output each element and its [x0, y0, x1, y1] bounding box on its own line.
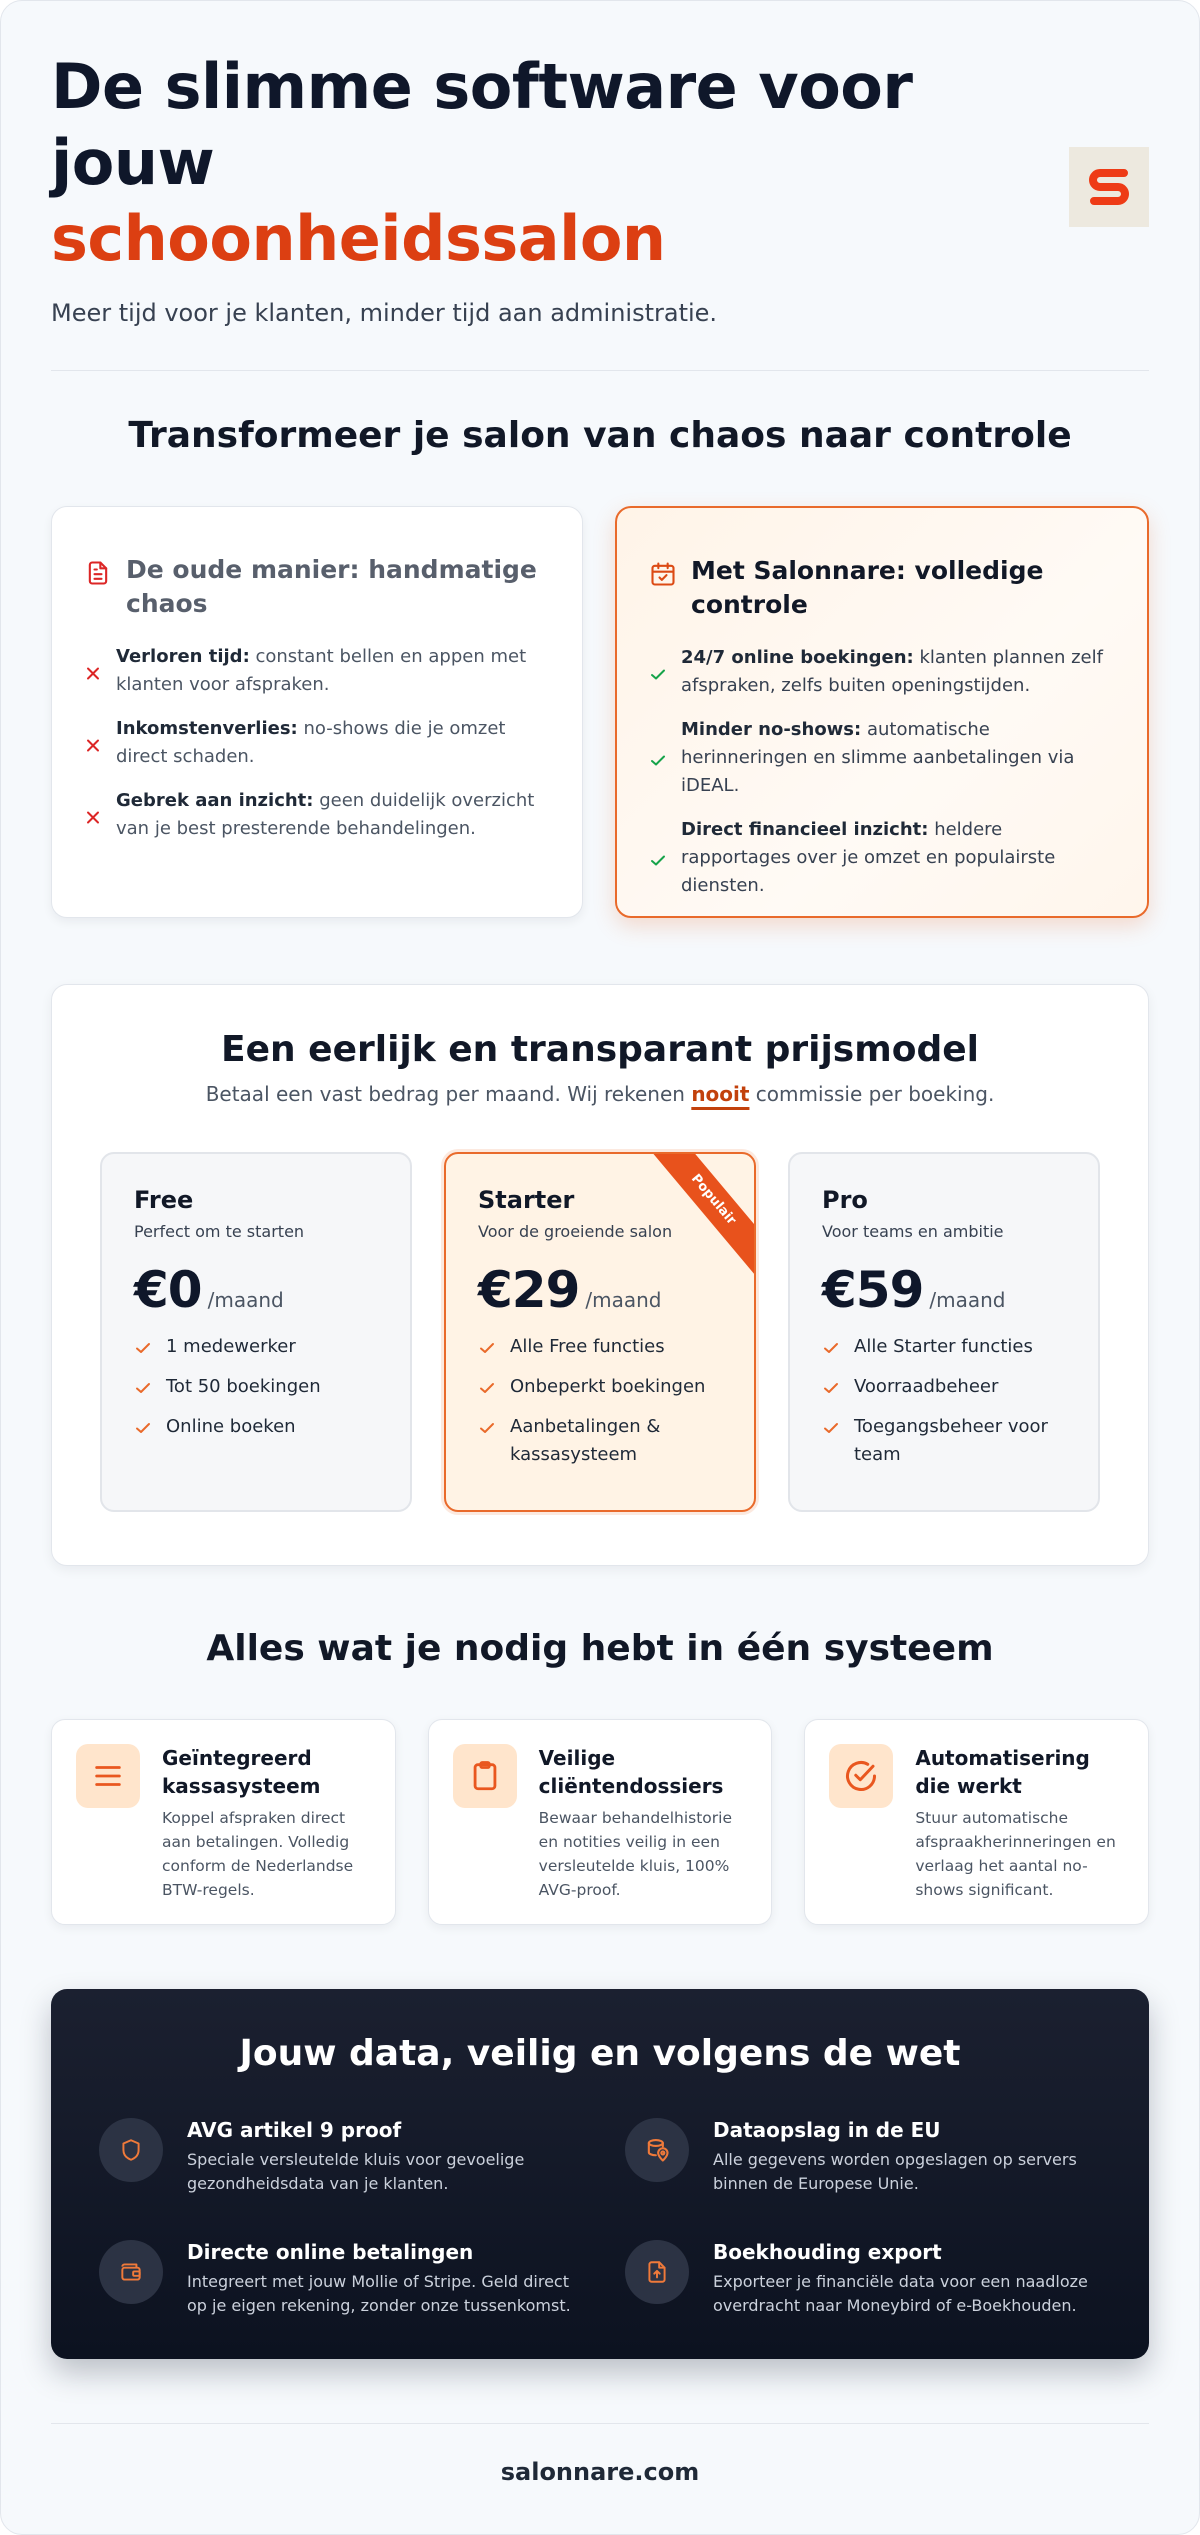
plan-card-pro[interactable]: [788, 1152, 1100, 1512]
security-item: [625, 2240, 1101, 2318]
check-icon: [478, 1379, 496, 1397]
plan-name: Starter: [478, 1186, 575, 1214]
plan-features: [134, 1333, 378, 1441]
pricing-section: [51, 984, 1149, 1566]
check-icon: [134, 1379, 152, 1397]
list-item: 24/7 online boekingen: klanten plannen zelf afspraken, zelfs buiten openingstijden.: [649, 644, 1115, 700]
footer-domain-link[interactable]: salonnare.com: [500, 2458, 700, 2486]
security-item-title: Directe online betalingen: [187, 2240, 474, 2264]
cross-icon: [84, 792, 102, 843]
pricing-subtitle: Betaal een vast bedrag per maand. Wij rekenen nooit commissie per boeking.: [205, 1082, 995, 1106]
plan-card-starter[interactable]: [444, 1152, 756, 1512]
wallet-icon: [99, 2240, 163, 2304]
popular-badge: Populair: [646, 1152, 756, 1275]
cross-icon: [84, 720, 102, 771]
feature-text: Stuur automatische afspraakherinneringen en verlaag het aantal no-shows significant.: [915, 1809, 1116, 1899]
security-section: [51, 1989, 1149, 2359]
feature-text: Koppel afspraken direct aan betalingen. Volledig conform de Nederlandse BTW-regels.: [162, 1809, 354, 1899]
hero-title-line2: jouw: [51, 126, 215, 199]
security-item-title: Dataopslag in de EU: [713, 2118, 941, 2142]
security-item: [625, 2118, 1101, 2196]
check-icon: [649, 721, 667, 800]
list-item: Minder no-shows: automatische herinneringen en slimme aanbetalingen via iDEAL.: [649, 716, 1115, 800]
feature-text: Bewaar behandelhistorie en notities veilig in een versleutelde kluis, 100% AVG-proof.: [538, 1809, 732, 1899]
hero-title: [51, 49, 1011, 277]
plan-name: Pro: [822, 1186, 868, 1214]
old-way-list: [84, 643, 550, 843]
security-item-text: Integreert met jouw Mollie of Stripe. Geld direct op je eigen rekening, zonder onze tussenkomst.: [187, 2272, 571, 2315]
new-way-list: [649, 644, 1115, 900]
hero-section: [51, 1, 1149, 371]
plan-desc: Voor teams en ambitie: [822, 1222, 1004, 1241]
check-icon: [649, 821, 667, 900]
list-item: Alle Starter functies: [822, 1333, 1066, 1361]
plan-card-free[interactable]: [100, 1152, 412, 1512]
document-icon: [84, 559, 112, 587]
check-icon: [822, 1379, 840, 1397]
list-item: Toegangsbeheer voor team: [822, 1413, 1066, 1469]
footer: [51, 2423, 1149, 2486]
compare-section: [51, 506, 1149, 918]
features-section: [51, 1719, 1149, 1925]
security-item-title: AVG artikel 9 proof: [187, 2118, 402, 2142]
plan-desc: Perfect om te starten: [134, 1222, 305, 1241]
security-item: [99, 2240, 575, 2318]
list-item: Online boeken: [134, 1413, 378, 1441]
new-way-card: [615, 506, 1149, 918]
plans: [100, 1152, 1100, 1512]
old-way-title: De oude manier: handmatige chaos: [126, 555, 537, 618]
check-icon: [822, 1419, 840, 1437]
security-title: Jouw data, veilig en volgens de wet: [239, 2033, 961, 2074]
check-icon: [478, 1419, 496, 1437]
plan-name: Free: [134, 1186, 194, 1214]
old-way-card: [51, 506, 583, 918]
check-icon: [822, 1339, 840, 1357]
clipboard-icon: [453, 1744, 517, 1808]
plan-price: €0 /maand: [134, 1261, 284, 1319]
file-export-icon: [625, 2240, 689, 2304]
compare-title: Transformeer je salon van chaos naar controle: [128, 415, 1072, 456]
feature-card-pos: [51, 1719, 396, 1925]
check-icon: [649, 649, 667, 700]
security-item-text: Alle gegevens worden opgeslagen op servers binnen de Europese Unie.: [713, 2150, 1077, 2193]
plan-price: €59 /maand: [822, 1261, 1006, 1319]
list-item: 1 medewerker: [134, 1333, 378, 1361]
shield-icon: [99, 2118, 163, 2182]
feature-title: Veilige cliëntendossiers: [538, 1746, 724, 1798]
salonnare-s-logo-icon: [1069, 147, 1149, 227]
list-item: Verloren tijd: constant bellen en appen met klanten voor afspraken.: [84, 643, 550, 699]
plan-desc: Voor de groeiende salon: [478, 1222, 673, 1241]
plan-features: [478, 1333, 722, 1469]
check-icon: [134, 1419, 152, 1437]
check-icon: [134, 1339, 152, 1357]
hero-subtitle: Meer tijd voor je klanten, minder tijd aan administratie.: [51, 299, 718, 327]
security-item: [99, 2118, 575, 2196]
check-circle-icon: [829, 1744, 893, 1808]
plan-price: €29 /maand: [478, 1261, 662, 1319]
security-grid: [99, 2118, 1101, 2318]
feature-card-client-records: [428, 1719, 773, 1925]
security-item-text: Exporteer je financiële data voor een naadloze overdracht naar Moneybird of e-Boekhouden.: [713, 2272, 1088, 2315]
security-item-text: Speciale versleutelde kluis voor gevoelige gezondheidsdata van je klanten.: [187, 2150, 525, 2193]
check-icon: [478, 1339, 496, 1357]
security-item-title: Boekhouding export: [713, 2240, 942, 2264]
hero-title-accent: schoonheidssalon: [51, 202, 666, 275]
new-way-title: Met Salonnare: volledige controle: [691, 556, 1044, 619]
cross-icon: [84, 648, 102, 699]
calendar-check-icon: [649, 560, 677, 588]
hero-title-line1: De slimme software voor: [51, 50, 913, 123]
pricing-emphasis: nooit: [691, 1082, 750, 1106]
menu-lines-icon: [76, 1744, 140, 1808]
pricing-title: Een eerlijk en transparant prijsmodel: [220, 1029, 980, 1070]
list-item: Inkomstenverlies: no-shows die je omzet direct schaden.: [84, 715, 550, 771]
feature-title: Geïntegreerd kassasysteem: [162, 1746, 321, 1798]
feature-card-automation: [804, 1719, 1149, 1925]
list-item: Direct financieel inzicht: heldere rapportages over je omzet en populairste diensten.: [649, 816, 1115, 900]
feature-title: Automatisering die werkt: [915, 1746, 1090, 1798]
list-item: Onbeperkt boekingen: [478, 1373, 722, 1401]
database-location-icon: [625, 2118, 689, 2182]
list-item: Aanbetalingen & kassasysteem: [478, 1413, 722, 1469]
features-title: Alles wat je nodig hebt in één systeem: [206, 1628, 994, 1669]
plan-features: [822, 1333, 1066, 1469]
list-item: Voorraadbeheer: [822, 1373, 1066, 1401]
list-item: Gebrek aan inzicht: geen duidelijk overzicht van je best presterende behandelingen.: [84, 787, 550, 843]
list-item: Alle Free functies: [478, 1333, 722, 1361]
list-item: Tot 50 boekingen: [134, 1373, 378, 1401]
